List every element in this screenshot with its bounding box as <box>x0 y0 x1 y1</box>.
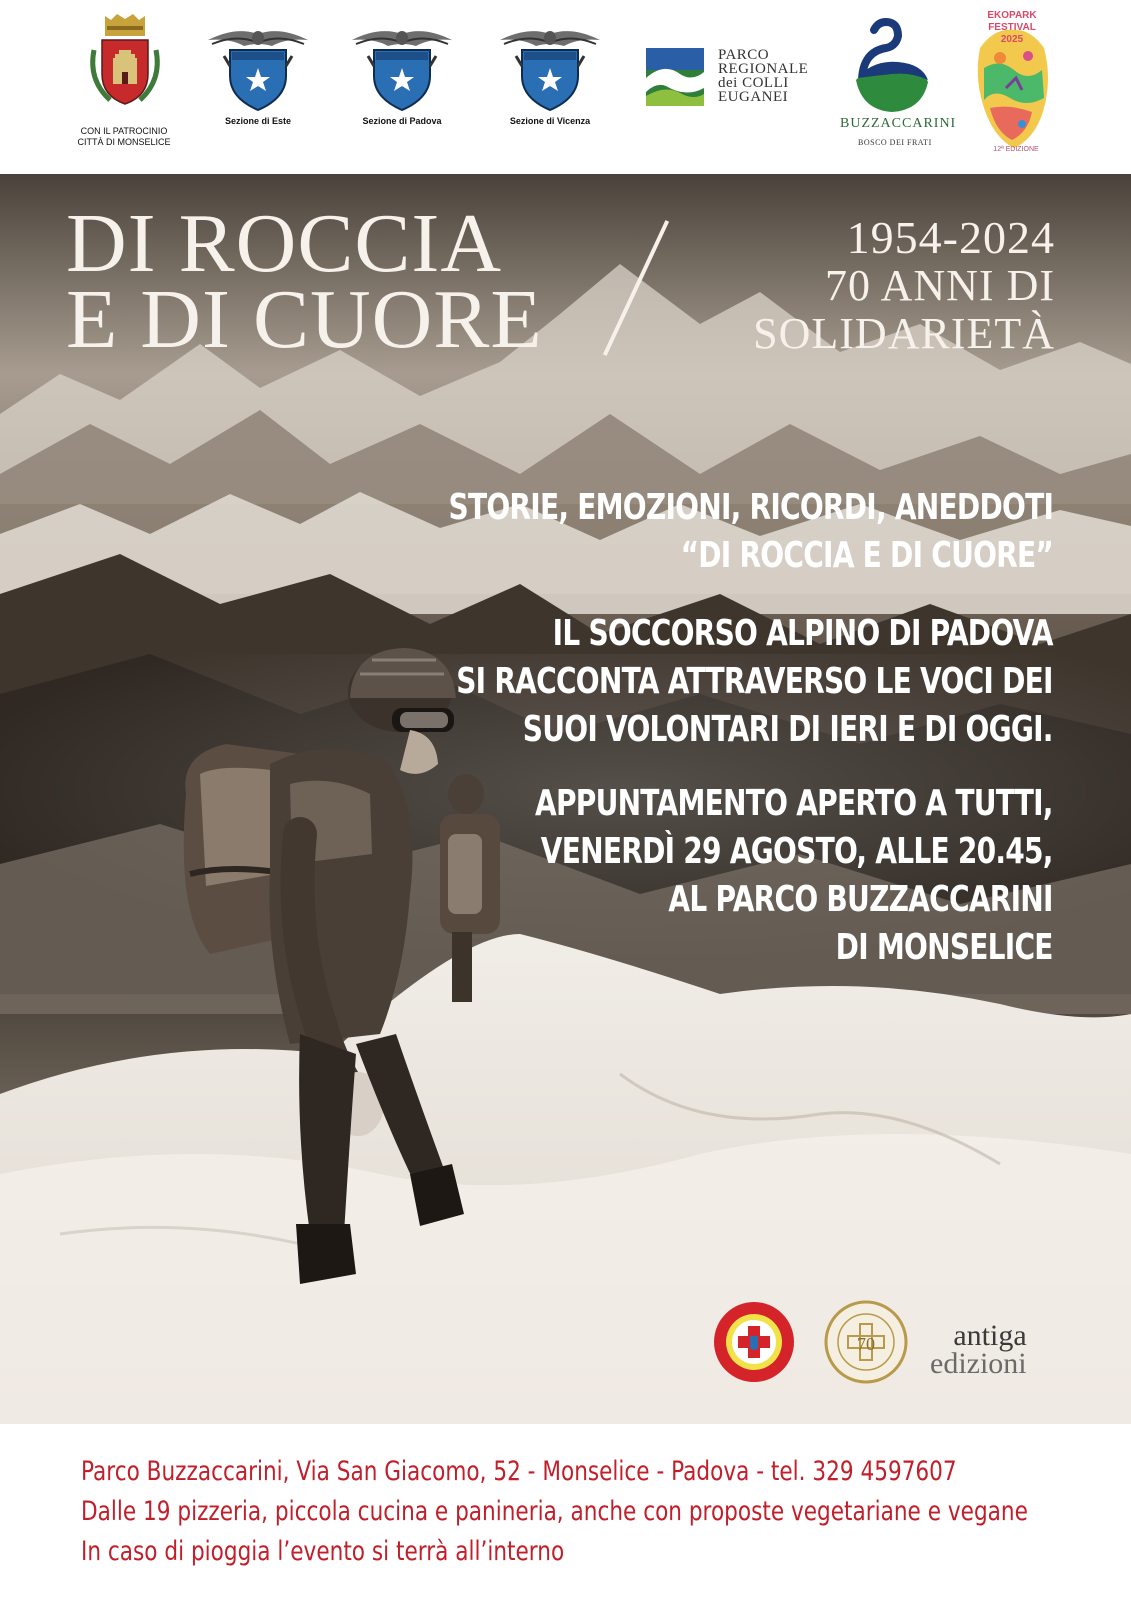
event-line: DI MONSELICE <box>835 927 1053 968</box>
ekopark-edition: 12ª EDIZIONE <box>993 146 1039 153</box>
sponsor-bar <box>0 0 1131 174</box>
description-line: IL SOCCORSO ALPINO DI PADOVA <box>552 613 1053 654</box>
cai-caption-este: Sezione di Este <box>224 116 292 126</box>
cai-caption-vicenza: Sezione di Vicenza <box>509 116 591 126</box>
monselice-coat-of-arms <box>80 0 170 117</box>
event-info-footer <box>0 1424 1131 1599</box>
rain-plan-line: In caso di pioggia l’evento si terrà all’interno <box>81 1536 565 1567</box>
buzzaccarini-subtitle: BOSCO DEI FRATI <box>858 138 932 147</box>
intro-line: STORIE, EMOZIONI, RICORDI, ANEDDOTI <box>448 487 1053 528</box>
buzzaccarini-name: BUZZACCARINI <box>840 116 957 131</box>
cnsas-veneto-logo <box>712 1300 796 1389</box>
event-line: VENERDÌ 29 AGOSTO, ALLE 20.45, <box>541 831 1053 872</box>
anniversary-block <box>753 214 1055 358</box>
intro-line: “DI ROCCIA E DI CUORE” <box>680 535 1053 576</box>
monselice-caption: CON IL PATROCINIO CITTÀ DI MONSELICE <box>77 126 171 147</box>
poster-title <box>66 197 543 366</box>
title-line-1: DI ROCCIA <box>66 197 503 290</box>
description-line: SUOI VOLONTARI DI IERI E DI OGGI. <box>523 709 1053 750</box>
event-line: AL PARCO BUZZACCARINI <box>668 879 1053 920</box>
parco-colli-euganei-logo <box>646 48 706 113</box>
antiga-edizioni-logo: antiga edizioni <box>930 1319 1027 1380</box>
years-range: 1954-2024 <box>846 212 1055 263</box>
svg-text:70: 70 <box>857 1334 875 1354</box>
buzzaccarini-swan-logo <box>852 12 932 121</box>
food-info-line: Dalle 19 pizzeria, piccola cucina e panineria, anche con proposte vegetariane e vegane <box>81 1496 1028 1527</box>
intro-paragraph <box>448 484 1053 580</box>
cnsas-70-anniversary-logo <box>824 1300 908 1389</box>
ekopark-logo-text: EKOPARK FESTIVAL 2025 <box>987 10 1037 45</box>
anniversary-line-2: SOLIDARIETÀ <box>753 309 1055 358</box>
cai-logo-vicenza <box>498 26 602 117</box>
title-line-2: E DI CUORE <box>66 273 543 366</box>
description-paragraph <box>457 610 1053 754</box>
cai-logo-padova <box>350 26 454 117</box>
event-details-paragraph <box>535 780 1053 972</box>
anniversary-line-1: 70 ANNI DI <box>825 261 1055 310</box>
description-line: SI RACCONTA ATTRAVERSO LE VOCI DEI <box>456 661 1053 702</box>
cai-logo-este <box>206 26 310 117</box>
event-line: APPUNTAMENTO APERTO A TUTTI, <box>535 783 1053 824</box>
venue-address-line: Parco Buzzaccarini, Via San Giacomo, 52 - Monselice - Padova - tel. 329 4597607 <box>81 1456 957 1487</box>
cai-caption-padova: Sezione di Padova <box>362 116 442 126</box>
parco-colli-euganei-name: PARCO REGIONALE dei COLLI EUGANEI <box>718 47 809 105</box>
